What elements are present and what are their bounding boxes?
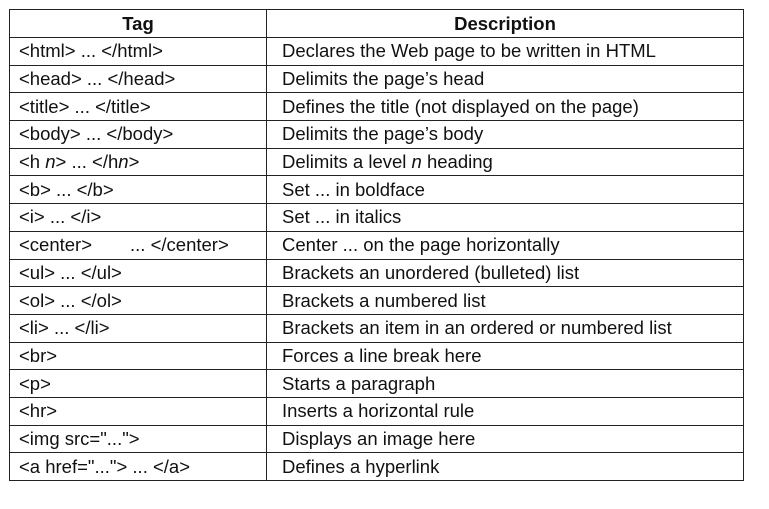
description-part: heading <box>421 151 493 173</box>
table-row <box>10 397 744 425</box>
description-cell <box>267 148 744 176</box>
tag-part: > ... </h <box>55 151 119 173</box>
description-cell: Displays an image here <box>267 425 744 453</box>
table-row <box>10 38 744 66</box>
tag-part: > <box>128 151 140 173</box>
table-row <box>10 314 744 342</box>
description-cell: Defines the title (not displayed on the page) <box>267 93 744 121</box>
table-row <box>10 65 744 93</box>
description-cell: Center ... on the page horizontally <box>267 231 744 259</box>
tag-cell: <ol> ... </ol> <box>10 287 267 315</box>
tag-part: <h <box>19 151 46 173</box>
tag-cell: <p> <box>10 370 267 398</box>
table-row <box>10 453 744 481</box>
description-cell: Set ... in italics <box>267 204 744 232</box>
tag-cell <box>10 148 267 176</box>
tag-cell: <b> ... </b> <box>10 176 267 204</box>
tag-part-italic: n <box>118 151 129 173</box>
tag-cell: <hr> <box>10 397 267 425</box>
html-tags-table-container <box>9 9 743 481</box>
header-description: Description <box>267 10 744 38</box>
table-row <box>10 231 744 259</box>
tag-part-italic: n <box>45 151 56 173</box>
description-cell: Defines a hyperlink <box>267 453 744 481</box>
table-row <box>10 425 744 453</box>
tag-cell <box>10 231 267 259</box>
table-row <box>10 342 744 370</box>
tag-cell: <title> ... </title> <box>10 93 267 121</box>
description-cell: Starts a paragraph <box>267 370 744 398</box>
tag-cell: <a href="..."> ... </a> <box>10 453 267 481</box>
tag-cell: <body> ... </body> <box>10 121 267 149</box>
table-row <box>10 176 744 204</box>
description-cell: Delimits the page’s head <box>267 65 744 93</box>
tag-cell: <i> ... </i> <box>10 204 267 232</box>
description-part-italic: n <box>411 151 422 173</box>
description-cell: Forces a line break here <box>267 342 744 370</box>
description-cell: Set ... in boldface <box>267 176 744 204</box>
description-cell: Delimits the page’s body <box>267 121 744 149</box>
table-header-row <box>10 10 744 38</box>
table-row <box>10 259 744 287</box>
description-cell: Brackets a numbered list <box>267 287 744 315</box>
description-cell: Inserts a horizontal rule <box>267 397 744 425</box>
header-tag: Tag <box>10 10 267 38</box>
table-row <box>10 370 744 398</box>
tag-part: ... </center> <box>130 234 229 256</box>
table-row <box>10 148 744 176</box>
tag-cell: <li> ... </li> <box>10 314 267 342</box>
description-cell: Brackets an unordered (bulleted) list <box>267 259 744 287</box>
table-row <box>10 121 744 149</box>
tag-cell: <img src="..."> <box>10 425 267 453</box>
tag-cell: <ul> ... </ul> <box>10 259 267 287</box>
description-part: Delimits a level <box>282 151 412 173</box>
description-cell: Declares the Web page to be written in HTML <box>267 38 744 66</box>
tag-cell: <html> ... </html> <box>10 38 267 66</box>
tag-part: <center> <box>19 234 93 256</box>
table-row <box>10 287 744 315</box>
table-row <box>10 93 744 121</box>
description-cell: Brackets an item in an ordered or numbered list <box>267 314 744 342</box>
tag-cell: <br> <box>10 342 267 370</box>
tag-cell: <head> ... </head> <box>10 65 267 93</box>
html-tags-table <box>9 9 744 481</box>
table-row <box>10 204 744 232</box>
